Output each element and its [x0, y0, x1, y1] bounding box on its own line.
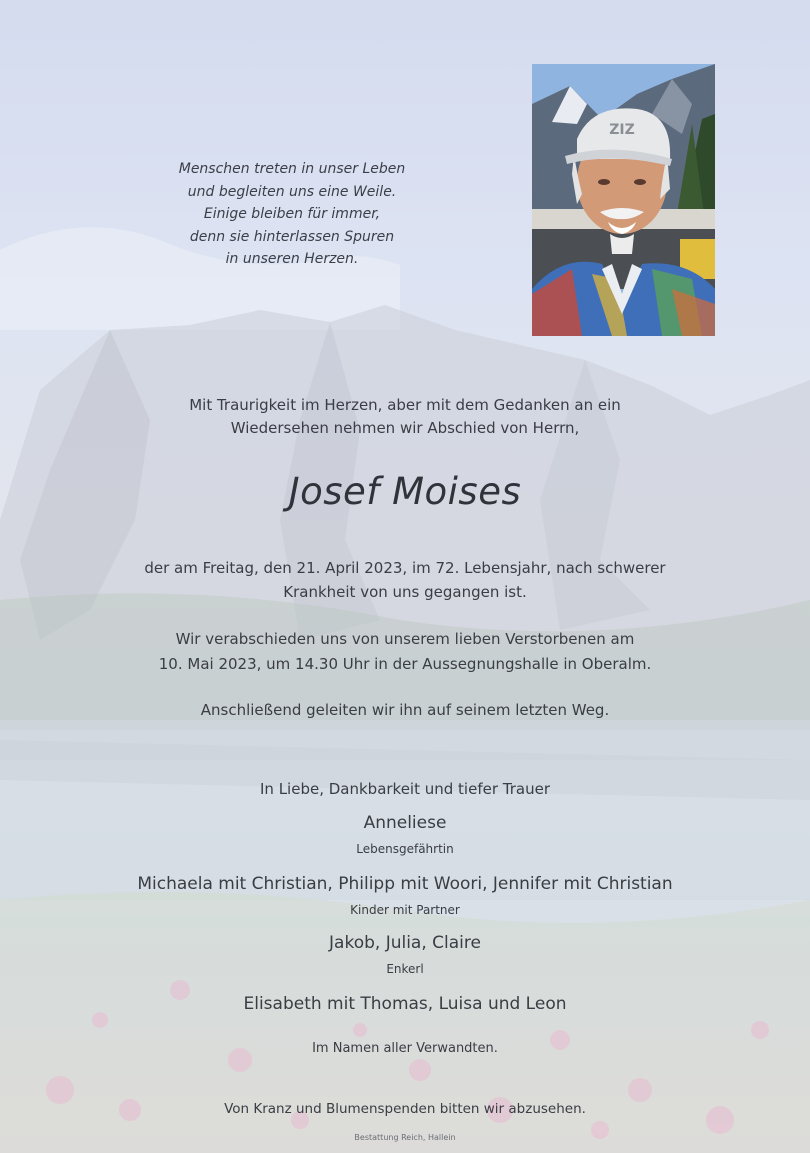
funeral-notice-line: 10. Mai 2023, um 14.30 Uhr in der Aussegnungshalle in Oberalm.	[158, 655, 652, 673]
death-notice-line: der am Freitag, den 21. April 2023, im 72. Lebensjahr, nach schwerer	[144, 559, 666, 577]
flower-request: Von Kranz und Blumenspenden bitten wir abzusehen.	[224, 1101, 586, 1117]
mourner-names: Anneliese	[363, 813, 447, 833]
death-notice	[0, 556, 810, 604]
mourner-names: Michaela mit Christian, Philipp mit Woori, Jennifer mit Christian	[137, 874, 673, 894]
intro-line: Mit Traurigkeit im Herzen, aber mit dem Gedanken an ein	[189, 396, 621, 414]
verse-line: in unseren Herzen.	[225, 251, 359, 267]
funeral-notice	[0, 627, 810, 677]
mourner-relation: Enkerl	[386, 962, 424, 976]
verse-line: Einige bleiben für immer,	[203, 206, 381, 222]
deceased-name: Josef Moises	[288, 470, 522, 513]
verse-line: und begleiten uns eine Weile.	[187, 183, 397, 200]
funeral-notice-line: Wir verabschieden uns von unserem lieben Verstorbenen am	[175, 630, 635, 648]
mourning-line: In Liebe, Dankbarkeit und tiefer Trauer	[260, 780, 550, 798]
intro-line: Wiedersehen nehmen wir Abschied von Herrn,	[230, 419, 580, 437]
afterwards-line: Anschließend geleiten wir ihn auf seinem letzten Weg.	[200, 701, 610, 719]
intro-text	[0, 394, 810, 440]
undertaker-credit: Bestattung Reich, Hallein	[354, 1133, 456, 1142]
mourner-names: Jakob, Julia, Claire	[329, 933, 481, 953]
death-notice-line: Krankheit von uns gegangen ist.	[283, 583, 527, 601]
portrait-photo	[532, 64, 715, 336]
memorial-verse	[112, 158, 472, 271]
relatives-line: Im Namen aller Verwandten.	[312, 1041, 498, 1056]
mourner-relation: Kinder mit Partner	[350, 903, 460, 917]
verse-line: Menschen treten in unser Leben	[178, 161, 406, 177]
mourner-names: Elisabeth mit Thomas, Luisa und Leon	[243, 994, 567, 1014]
verse-line: denn sie hinterlassen Spuren	[189, 228, 395, 245]
mourner-relation: Lebensgefährtin	[356, 842, 454, 856]
cap-print: ZIZ	[609, 122, 635, 138]
